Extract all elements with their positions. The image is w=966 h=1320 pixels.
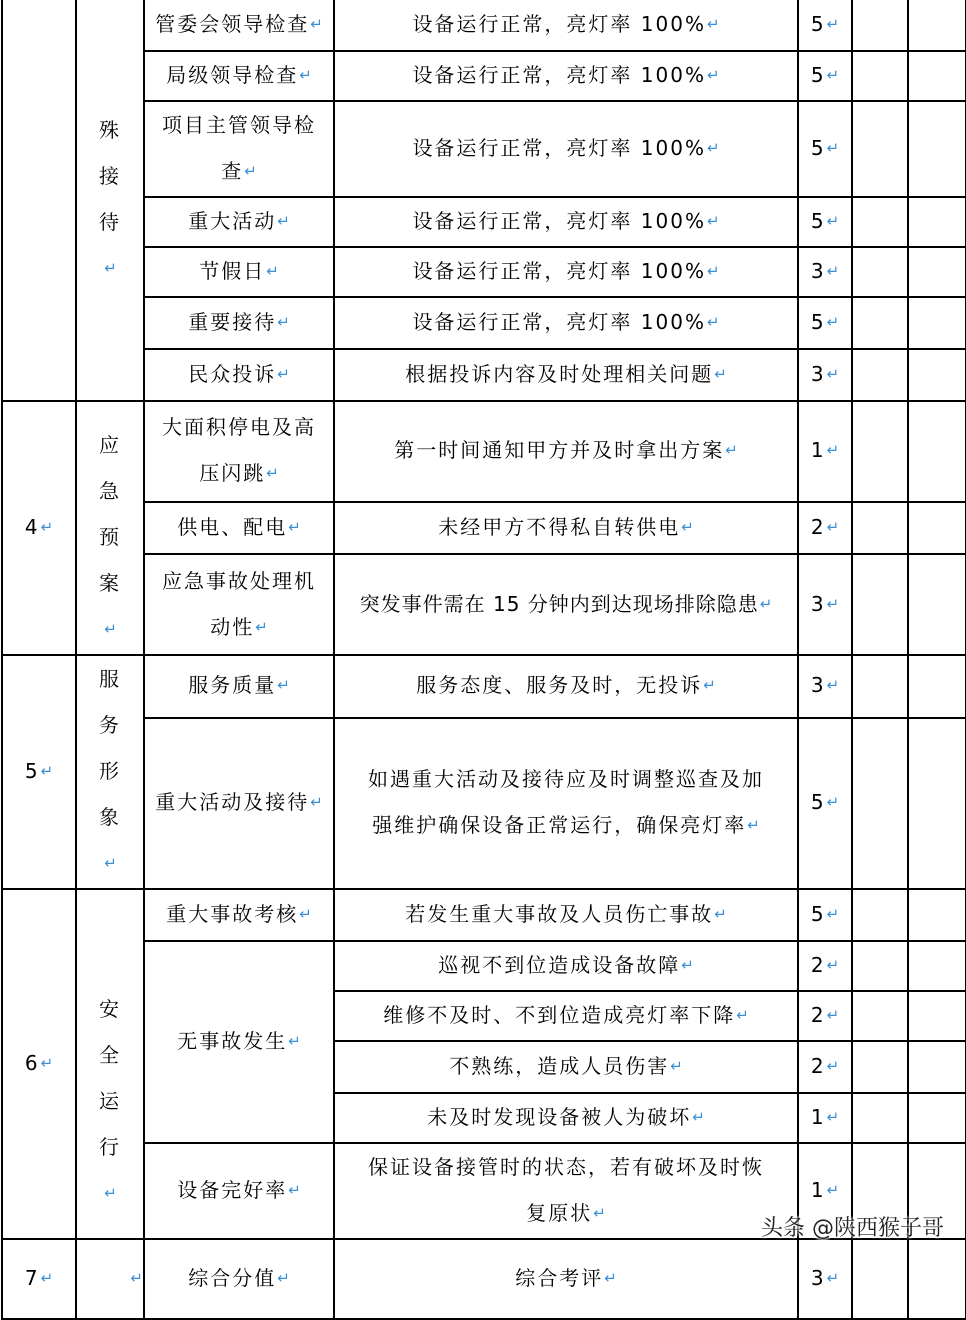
- standard-cell: 突发事件需在 15 分钟内到达现场排除隐患↵: [334, 554, 798, 655]
- standard-cell: 设备运行正常，亮灯率 100%↵: [334, 247, 798, 297]
- standard-cell: 根据投诉内容及时处理相关问题↵: [334, 349, 798, 401]
- item-cell: 应急事故处理机 动性↵: [144, 554, 334, 655]
- score-cell: 5↵: [798, 101, 852, 197]
- item-cell: 大面积停电及高 压闪跳↵: [144, 401, 334, 502]
- score-cell: 5↵: [798, 297, 852, 349]
- score-cell: 5↵: [798, 197, 852, 247]
- item-cell: 综合分值↵: [144, 1239, 334, 1319]
- item-cell: 项目主管领导检 查↵: [144, 101, 334, 197]
- standard-cell: 设备运行正常，亮灯率 100%↵: [334, 101, 798, 197]
- item-cell: 管委会领导检查↵: [144, 0, 334, 51]
- score-cell: 3↵: [798, 247, 852, 297]
- score-cell: 5↵: [798, 0, 852, 51]
- section-number-4: 4↵: [2, 401, 76, 655]
- score-cell: 5↵: [798, 51, 852, 101]
- score-cell: 5↵: [798, 718, 852, 889]
- score-cell: 1↵: [798, 401, 852, 502]
- category-emergency: 应 急 预 案↵: [76, 401, 144, 655]
- item-cell: 重大活动及接待↵: [144, 718, 334, 889]
- standard-cell: 维修不及时、不到位造成亮灯率下降↵: [334, 991, 798, 1041]
- table-row: [2, 889, 966, 941]
- item-cell: 重要接待↵: [144, 297, 334, 349]
- table-row: [2, 51, 966, 101]
- score-cell: 2↵: [798, 941, 852, 991]
- item-cell: 供电、配电↵: [144, 502, 334, 554]
- score-cell: 5↵: [798, 889, 852, 941]
- standard-cell: 设备运行正常，亮灯率 100%↵: [334, 297, 798, 349]
- item-cell: 节假日↵: [144, 247, 334, 297]
- table-row: [2, 197, 966, 247]
- item-cell: 重大活动↵: [144, 197, 334, 247]
- table-row: [2, 655, 966, 718]
- table-row: [2, 349, 966, 401]
- category-special: 殊 接 待↵: [76, 0, 144, 401]
- section-number-5: 5↵: [2, 655, 76, 889]
- standard-cell: 未及时发现设备被人为破坏↵: [334, 1093, 798, 1143]
- item-cell: 服务质量↵: [144, 655, 334, 718]
- table-row: [2, 554, 966, 655]
- table-row: [2, 401, 966, 502]
- standard-cell: 第一时间通知甲方并及时拿出方案↵: [334, 401, 798, 502]
- cell-no-3: [2, 0, 76, 401]
- category-safety: 安 全 运 行↵: [76, 889, 144, 1239]
- watermark: 头条 @陕西猴子哥: [761, 1216, 944, 1241]
- score-cell: 3↵: [798, 1239, 852, 1319]
- score-cell: 3↵: [798, 655, 852, 718]
- category-service: 服 务 形 象↵: [76, 655, 144, 889]
- category-empty: [76, 1239, 144, 1319]
- standard-cell: 若发生重大事故及人员伤亡事故↵: [334, 889, 798, 941]
- table-row: [2, 297, 966, 349]
- item-cell: 重大事故考核↵: [144, 889, 334, 941]
- standard-cell: 未经甲方不得私自转供电↵: [334, 502, 798, 554]
- table-row: [2, 502, 966, 554]
- standard-cell: 综合考评↵: [334, 1239, 798, 1319]
- item-cell: 无事故发生↵: [144, 941, 334, 1143]
- item-cell: 局级领导检查↵: [144, 51, 334, 101]
- standard-cell: 设备运行正常，亮灯率 100%↵: [334, 197, 798, 247]
- standard-cell: 服务态度、服务及时，无投诉↵: [334, 655, 798, 718]
- score-cell: 2↵: [798, 1041, 852, 1093]
- standard-cell: 如遇重大活动及接待应及时调整巡查及加 强维护确保设备正常运行，确保亮灯率↵: [334, 718, 798, 889]
- section-number-6: 6↵: [2, 889, 76, 1239]
- item-cell: 设备完好率↵: [144, 1143, 334, 1239]
- table-row: [2, 101, 966, 197]
- score-cell: 1↵: [798, 1143, 852, 1239]
- item-cell: 民众投诉↵: [144, 349, 334, 401]
- standard-cell: 不熟练，造成人员伤害↵: [334, 1041, 798, 1093]
- standard-cell: 巡视不到位造成设备故障↵: [334, 941, 798, 991]
- standard-cell: 设备运行正常，亮灯率 100%↵: [334, 0, 798, 51]
- table-row: [2, 941, 966, 991]
- score-cell: 3↵: [798, 349, 852, 401]
- standard-cell: 保证设备接管时的状态，若有破坏及时恢 复原状↵: [334, 1143, 798, 1239]
- table-row: [2, 1239, 966, 1319]
- table-row: [2, 718, 966, 889]
- standard-cell: 设备运行正常，亮灯率 100%↵: [334, 51, 798, 101]
- table-row: [2, 247, 966, 297]
- score-cell: 2↵: [798, 502, 852, 554]
- table-row: [2, 0, 966, 51]
- section-number-7: 7↵: [2, 1239, 76, 1319]
- score-cell: 1↵: [798, 1093, 852, 1143]
- score-cell: 3↵: [798, 554, 852, 655]
- evaluation-table: [1, 0, 966, 1320]
- score-cell: 2↵: [798, 991, 852, 1041]
